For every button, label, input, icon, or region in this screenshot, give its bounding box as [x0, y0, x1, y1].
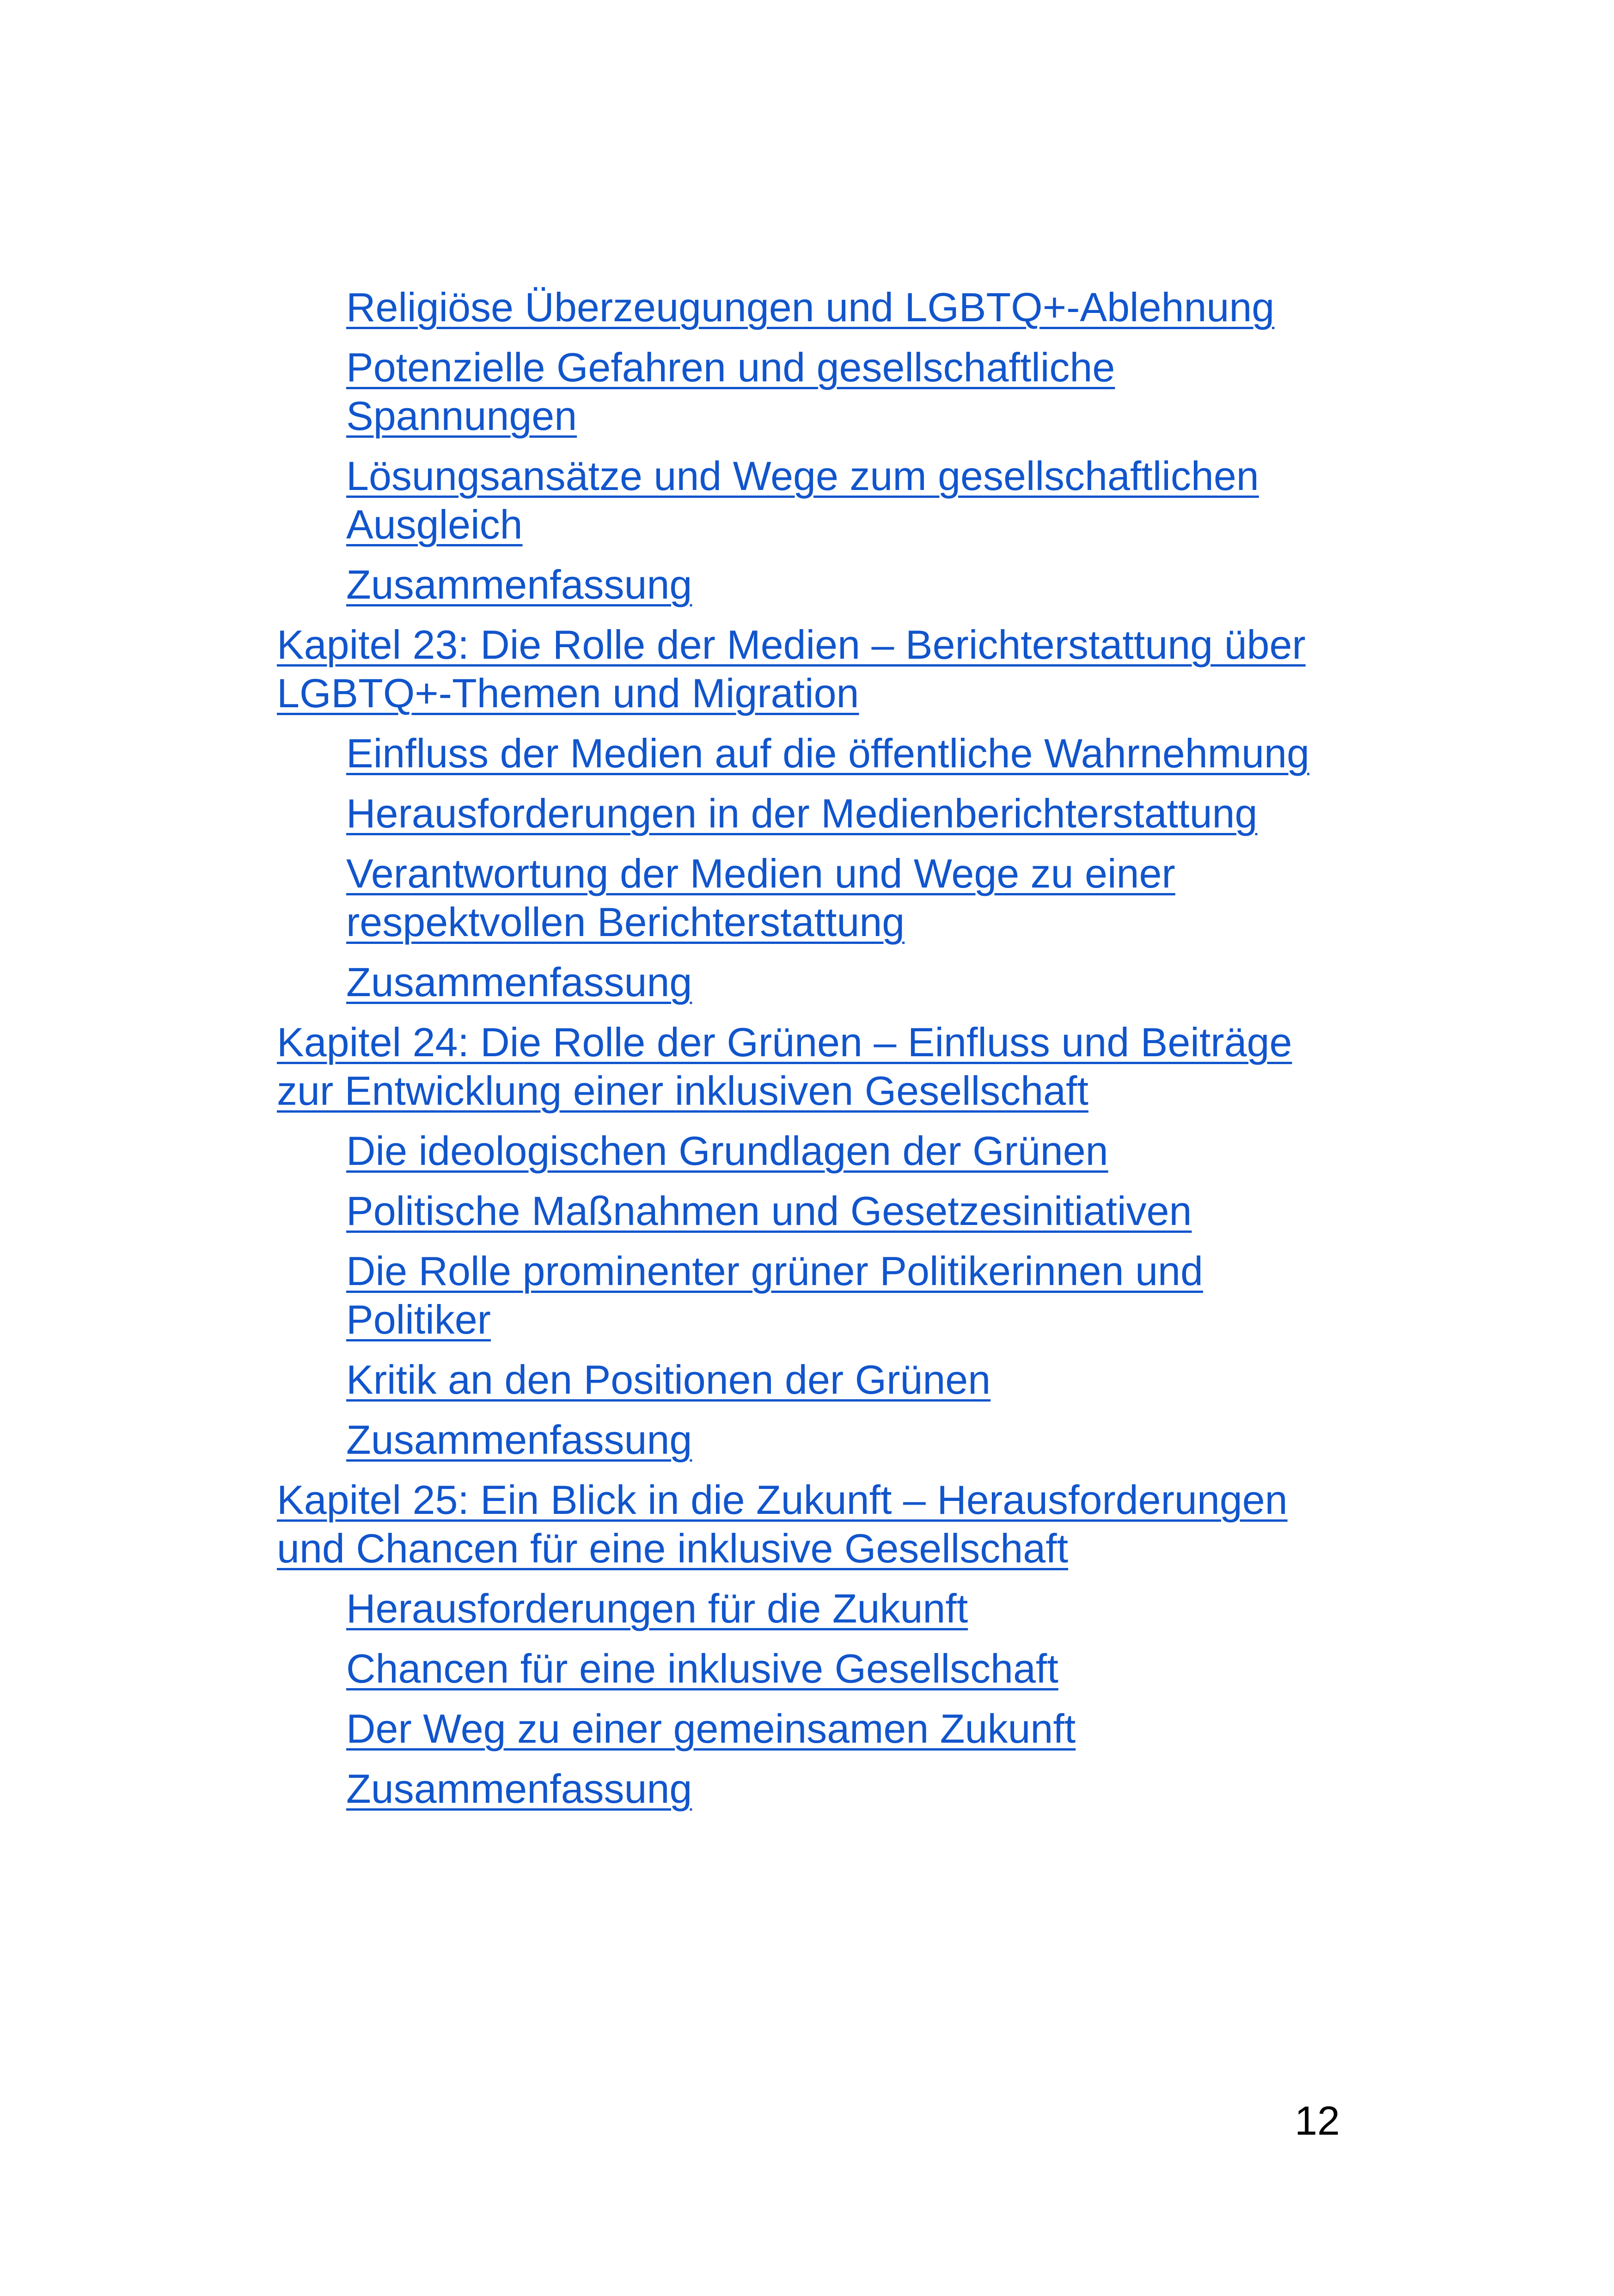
toc-chapter-25 — [277, 1476, 1340, 1573]
toc-link[interactable]: Die Rolle prominenter grüner Politikerinnen und Politiker — [346, 1248, 1203, 1342]
toc-entry-politische-massnahmen — [277, 1187, 1340, 1235]
toc-link[interactable]: Zusammenfassung — [346, 959, 692, 1005]
toc-link[interactable]: Die ideologischen Grundlagen der Grünen — [346, 1128, 1108, 1174]
toc-link[interactable]: Lösungsansätze und Wege zum gesellschaftlichen Ausgleich — [346, 453, 1259, 547]
toc-link[interactable]: Politische Maßnahmen und Gesetzesinitiativen — [346, 1188, 1192, 1234]
toc-entry-loesungsansaetze — [277, 452, 1340, 549]
toc-link[interactable]: Herausforderungen in der Medienberichterstattung — [346, 790, 1258, 836]
toc-entry-zusammenfassung-23 — [277, 958, 1340, 1006]
toc-entry-weg-gemeinsame-zukunft — [277, 1704, 1340, 1753]
toc-chapter-link[interactable]: Kapitel 23: Die Rolle der Medien – Berichterstattung über LGBTQ+-Themen und Migration — [277, 622, 1306, 716]
toc-entry-kritik-gruene — [277, 1355, 1340, 1404]
toc-chapter-link[interactable]: Kapitel 24: Die Rolle der Grünen – Einfluss und Beiträge zur Entwicklung einer inklusiven Gesellschaft — [277, 1019, 1292, 1114]
toc-entry-ideologische-grundlagen — [277, 1127, 1340, 1175]
toc-link[interactable]: Kritik an den Positionen der Grünen — [346, 1357, 991, 1402]
toc-link[interactable]: Religiöse Überzeugungen und LGBTQ+-Ablehnung — [346, 284, 1275, 330]
toc-link[interactable]: Zusammenfassung — [346, 1766, 692, 1812]
toc-chapter-link[interactable]: Kapitel 25: Ein Blick in die Zukunft – Herausforderungen und Chancen für eine inklusive Gesellschaft — [277, 1477, 1288, 1571]
toc-entry-zusammenfassung-22 — [277, 560, 1340, 609]
toc-link[interactable]: Zusammenfassung — [346, 1417, 692, 1463]
toc-entry-zusammenfassung-24 — [277, 1415, 1340, 1464]
toc-link[interactable]: Chancen für eine inklusive Gesellschaft — [346, 1646, 1058, 1691]
toc-link[interactable]: Potenzielle Gefahren und gesellschaftliche Spannungen — [346, 344, 1115, 439]
table-of-contents — [277, 283, 1340, 1825]
toc-link[interactable]: Der Weg zu einer gemeinsamen Zukunft — [346, 1706, 1076, 1751]
toc-entry-chancen-inklusive-gesellschaft — [277, 1644, 1340, 1693]
toc-entry-zusammenfassung-25 — [277, 1764, 1340, 1813]
toc-link[interactable]: Zusammenfassung — [346, 562, 692, 607]
toc-link[interactable]: Einfluss der Medien auf die öffentliche Wahrnehmung — [346, 730, 1309, 776]
toc-link[interactable]: Herausforderungen für die Zukunft — [346, 1586, 968, 1631]
toc-link[interactable]: Verantwortung der Medien und Wege zu einer respektvollen Berichterstattung — [346, 851, 1175, 945]
toc-entry-rolle-prominenter-politiker — [277, 1247, 1340, 1344]
toc-entry-herausforderungen-zukunft — [277, 1584, 1340, 1633]
page-number: 12 — [1295, 2098, 1340, 2143]
toc-entry-verantwortung-der-medien — [277, 849, 1340, 946]
toc-chapter-23 — [277, 620, 1340, 717]
toc-entry-herausforderungen-medien — [277, 789, 1340, 838]
toc-entry-einfluss-der-medien — [277, 729, 1340, 778]
toc-entry-potenzielle-gefahren — [277, 343, 1340, 440]
toc-chapter-24 — [277, 1018, 1340, 1115]
toc-entry-religioese-ueberzeugungen — [277, 283, 1340, 331]
